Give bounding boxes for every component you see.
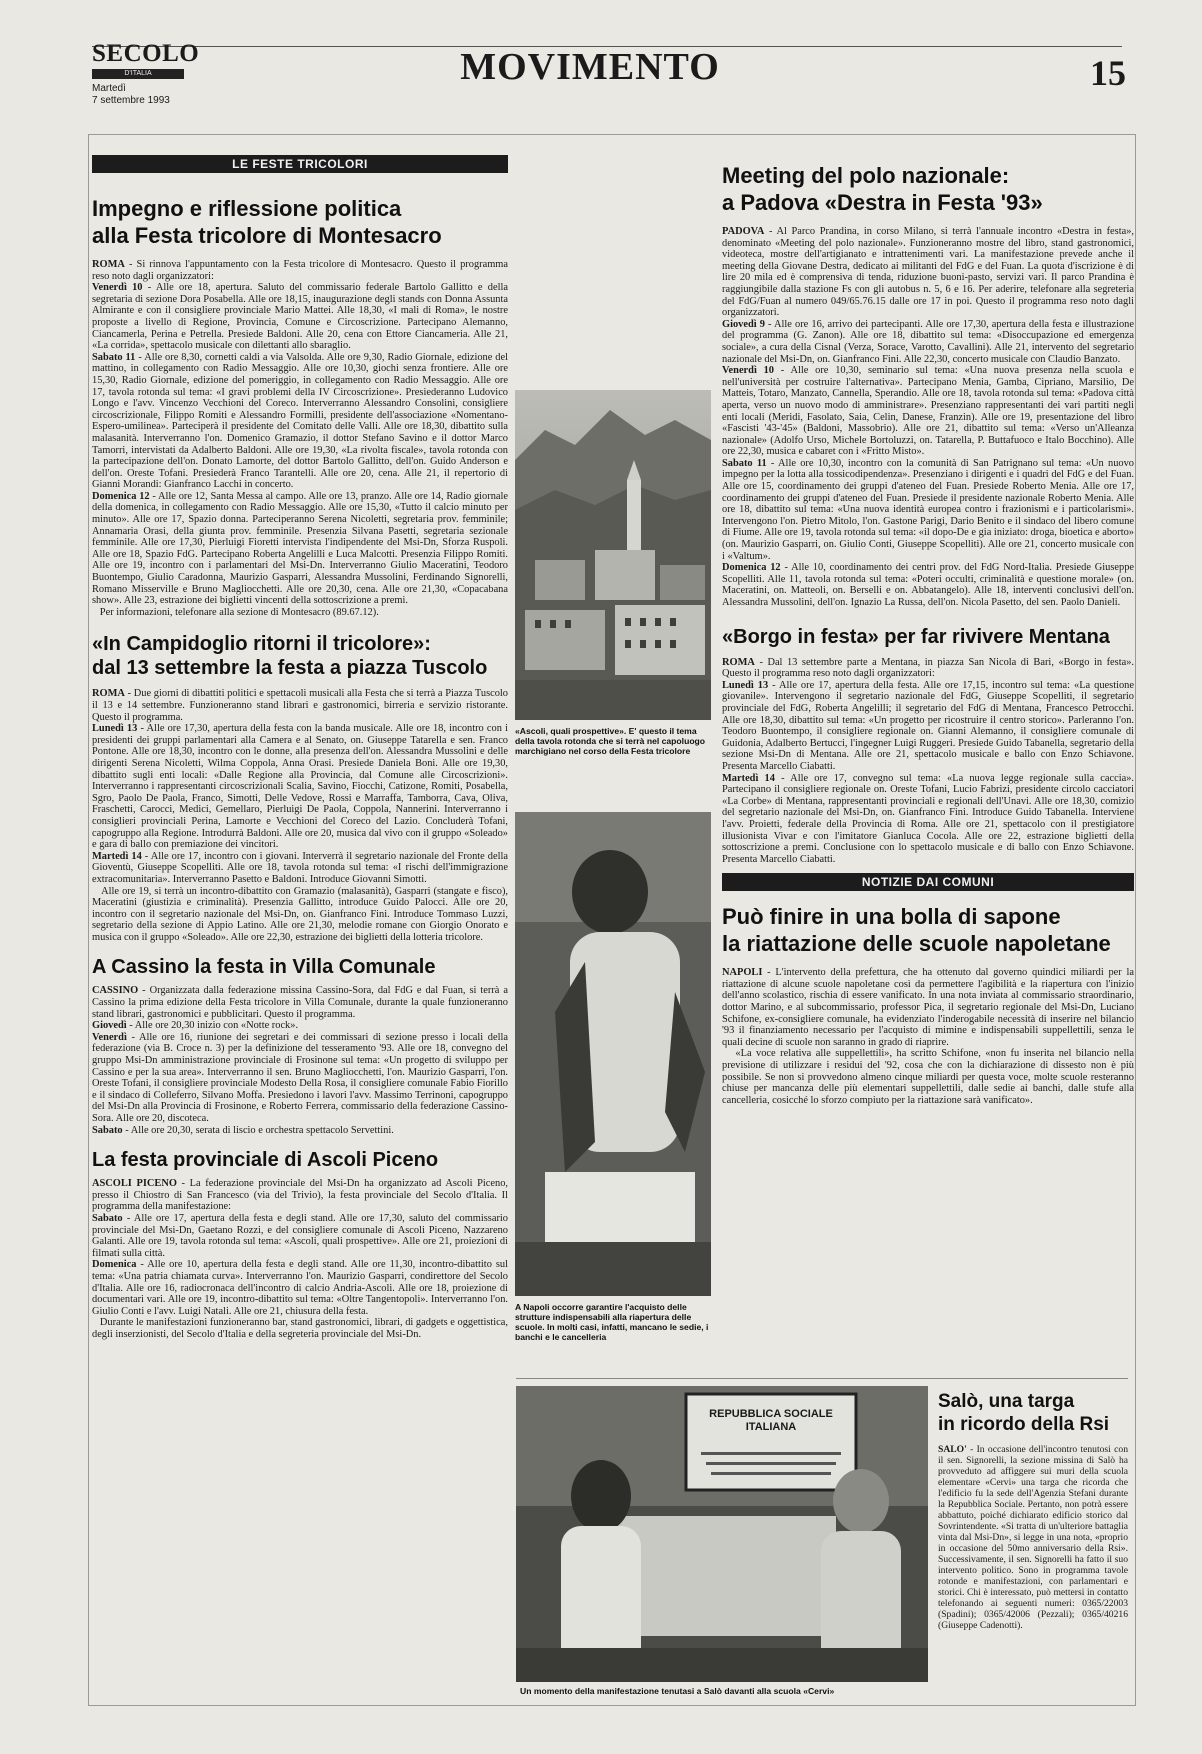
day-label: Sabato 11 [92, 351, 136, 363]
photo-ascoli-town [515, 390, 711, 720]
article-body [938, 1444, 1128, 1631]
paragraph: - L'intervento della prefettura, che ha ottenuto dal governo quindici miliardi per la riattazione di alcune scuole napoletane così da permettere l'agibilità e la riapertura con l'inizio dell'anno scolastico, rischia di essere vanificato. In una nota inviata al commissario straordinario, dottor Marino, e al subcommissario, professor Pica, il segretario regionale del Msi-Dn, Luciano Schifone, ex-consigliere comunale, ha evidenziato l'inderogabile necessità di inserire nel bilancio '93 il finanziamento necessario per l'acquisto di mimine e indispensabili suppellettili, senza le quali decine di scuole non saranno in grado di riaprire. [722, 967, 1134, 1048]
paragraph: - Alle ore 17, apertura della festa. Alle ore 17,15, incontro sul tema: «La questione giovanile». Intervengono il segretario nazionale del FdG, Giuseppe Scopelliti, il segretario provinciale del FdG, Roberta Angelilli; il segretario del FdG di Mentana, Francesco Petrocchi. Alle ore 18,30, dibattito sul tema: «Un progetto per ricostruire il centro storico». Parleranno l'on. Teodoro Buontempo, il consigliere regionale on. Gianni Alemanno, il consigliere comunale di Guidonia, Adalberto Bertucci, l'ingegner Luigi Ruggeri. Presiede Guido Tabanella, segretario della sezione Msi-Dn di Mentana. Alle ore 21, spettacolo musicale e ballo con Enzo Schiavone. Presenta Marcello Ciabatti. [722, 679, 1134, 772]
paragraph: - La federazione provinciale del Msi-Dn ha organizzato ad Ascoli Piceno, presso il Chiostro di San Francesco (via del Trivio), la festa provinciale del Secolo d'Italia. Il programma della manifestazione: [92, 1178, 508, 1213]
paragraph: - Alle ore 8,30, cornetti caldi a via Valsolda. Alle ore 9,30, Radio Giornale, edizione del mattino, in collegamento con Radio Messaggio. Alle ore 10,30, giochi senza frontiere. Alle ore 15,30, Radio Giornale, edizione del pomeriggio, in collegamento con Radio Messaggio. Alle ore 17, tavola rotonda sul tema: «I gravi problemi della IV Circoscrizione». Presiederanno Ludovico Longo e l'avv. Vincenzo Vecchioni del Coreco. Interverranno Alessandro Consolini, consigliere circoscrizionale, Filippo Romiti e Alessandro Formilli, presidente dell'associazione «Nomentano-Espero-umilinea». Parteciperà il presidente del Comitato delle Valli. Alle ore 18,30, dibattito sulla malasanità. Interverranno l'on. Domenico Gramazio, il dottor Stefano Savino e il dottor Marco Tamorri, intervistati da Adalberto Baldoni. Alle ore 19,30, «La rivolta fiscale», tavola rotonda con la partecipazione dell'on. Donato Lamorte, del dottor Bartolo Gallitto, dell'on. Guido Anderson e dell'on. Oreste Tofani. Presiederà Franco Tarantelli. Alle ore 20, cena. Alle 21, il repertorio di Gianni Morandi: Gianfranco Lacchi in concerto. [92, 351, 508, 491]
paragraph: - Si rinnova l'appuntamento con la Festa tricolore di Montesacro. Questo il programma reso noto dagli organizzatori: [92, 259, 508, 282]
article-tuscolo-title [92, 632, 508, 680]
paragraph: - Alle ore 16, arrivo dei partecipanti. Alle ore 17,30, apertura della festa e illustrazione del programma (G. Zanon). Alle ore 18, dibattito sul tema: «Disoccupazione ed emergenza sociale», a cura della Cisnal (Verza, Sorace, Varotto, Cavallini). Alle 21, intervento del segretario nazionale del Msi-Dn, on. Gianfranco Fini. Alle 22,30, concerto musicale con Claudio Banzato. [722, 318, 1134, 365]
paragraph: - Organizzata dalla federazione missina Cassino-Sora, dal FdG e dal Fuan, si terrà a Cassino la prima edizione della Festa tricolore in Villa Comunale, durante la quale funzioneranno stand librari, gastronomici e pubblicitari. Questo il programma. [92, 985, 508, 1020]
day-label: Venerdì 10 [92, 282, 143, 294]
article-tuscolo [92, 632, 508, 943]
weekday: Martedì [92, 83, 126, 94]
day-label: Giovedì [92, 1020, 127, 1032]
photo-napoli-school [515, 812, 711, 1296]
paragraph: - In occasione dell'incontro tenutosi con il sen. Signorelli, la sezione missina di Salò ha provveduto ad affiggere sui muri della scuola elementare «Cervi» una targa che ricorda che l'edificio fu la sede dell'Agenzia Stefani durante la Repubblica Sociale. Pertanto, non potrà essere abbattuto, poiché dichiarato edificio storico dal Sovrintendente. «Si tratta di un'ulteriore battaglia vinta dal Msi-Dn», si legge in una nota, «proprio in occasione del 50mo anniversario della Rsi». Successivamente, il sen. Signorelli ha fatto il suo intervento politico. Sono in programma tavole rotonde e manifestazioni, con parlamentari e storici. Chi è interessato, può mettersi in contatto telefonando ai seguenti numeri: 0365/22003 (Spadini); 0365/42006 (Pezzali); 0365/40216 (Giuseppe Cadenotti). [938, 1444, 1128, 1631]
article-montesacro [92, 195, 508, 618]
day-label: Venerdì [92, 1031, 127, 1043]
paragraph: - Alle ore 17,30, apertura della festa con la banda musicale. Alle ore 18, incontro con i presidenti dei gruppi parlamentari alla Camera e al Senato, on. Giuseppe Tatarella e sen. Franco Pontone. Alle ore 18,30, incontro con le donne, alla presenza dell'on. Alessandra Mussolini e delle dirigenti Serena Nicoletti, Wilma Coppola, Anna Orasi. Presiede Daniela Boni. Alle ore 19,30, dibattito sugli enti locali: «Dalle Regione alla Provincia, dal Comune alle Circoscrizioni». Interverranno i rappresentanti circoscrizionali Scalia, Savino, Fiocchi, Catizone, Romiti, Posabella, Sgro, Paolo De Paola, Franco, Simotti, Delle Vedove, Rossi e Marraffa, Tamborra, Cava, Oliva, Fraschetti, Carocci, Medici, Gemellaro, Pierluigi De Paola, Coppola, Nannerini. Interverranno i consiglieri provinciali Perina, Lamorte e Vecchioni del Coreco del Lazio. Concluderà Tofani, capogruppo alla Regione. Introdurrà Baldoni. Alle ore 20, musica dal vivo con il gruppo «Soleado» e gara di ballo con premiazione dei vincitori. [92, 723, 508, 851]
title-line: la riattazione delle scuole napoletane [722, 931, 1111, 957]
day-label: Venerdì 10 [722, 365, 775, 377]
title-line: a Padova «Destra in Festa '93» [722, 190, 1043, 215]
dateline [92, 83, 170, 107]
paragraph: - Alle ore 17, convegno sul tema: «La nuova legge regionale sulla caccia». Partecipano il consigliere regionale on. Oreste Tofani, Lucio Fabrizi, presidente circolo cacciatori «La Corbe» di Mentana, rappresentanti provinciali e regionali dell'Unavi. Alle ore 18,30, comizio del segretario nazionale del Msi-Dn, on. Gianfranco Fini. Introduce Guido Tabanella. Interviene l'avv. Proietti, federale della Provincia di Roma. Alle ore 21, spettacolo con il prestigiatore illusionista Vivar e con l'imitatore Gianluca Cocola. Alle ore 22, estrazione biglietti della sottoscrizione a premi. Conclusione con lo spettacolo musicale e di ballo con Enzo Schiavone. Presenta Marcello Ciabatti. [722, 772, 1134, 865]
article-montesacro-title [92, 195, 508, 249]
right-column [722, 162, 1134, 1106]
article-cassino-title: A Cassino la festa in Villa Comunale [92, 956, 436, 979]
article-body [92, 1178, 508, 1340]
paragraph: - Alle 10, coordinamento dei centri prov. del FdG Nord-Italia. Presiede Giuseppe Scopelliti. Alle 11, tavola rotonda sul tema: «Poteri occulti, criminalità e questione morale» (on. Maceratini, on. Matteoli, on. Berselli e on. Abbatangelo). Alle 18, interventi conclusivi dell'on. Alessandra Mussolini, dell'on. Ignazio La Russa, dell'on. Nicola Pasetto, del sen. Paolo Danieli. [722, 562, 1134, 608]
article-napoli-title [722, 903, 1134, 957]
article-padova-title [722, 162, 1134, 216]
day-label: Lunedì 13 [92, 723, 138, 735]
photo-caption-ascoli: «Ascoli, quali prospettive». E' questo il tema della tavola rotonda che si terrà nel capoluogo marchigiano nel corso della Festa tricolore [515, 726, 706, 756]
paragraph: Per informazioni, telefonare alla sezione di Montesacro (89.67.12). [99, 606, 379, 618]
title-line: Salò, una targa [938, 1391, 1075, 1412]
article-ascoli-title: La festa provinciale di Ascoli Piceno [92, 1149, 439, 1172]
article-mentana [722, 625, 1134, 866]
day-label: Sabato [92, 1212, 123, 1224]
photo-caption-salo: Un momento della manifestazione tenutasi a Salò davanti alla scuola «Cervi» [520, 1686, 835, 1696]
title-line: Impegno e riflessione politica [92, 196, 402, 221]
title-line: dal 13 settembre la festa a piazza Tuscolo [92, 657, 488, 680]
title-line: Meeting del polo nazionale: [722, 163, 1010, 188]
dateline-lead: NAPOLI [722, 967, 763, 979]
day-label: Domenica 12 [92, 490, 150, 502]
paragraph: - Alle ore 16, riunione dei segretari e dei commissari di sezione presso i locali della federazione (via B. Croce n. 3) per la definizione del tesseramento '93. Alle ore 18, convegno del gruppo Msi-Dn amministrazione provinciale di Frosinone sul tema: «Un progetto di sviluppo per Cassino e per la sua area». Interverranno il sen. Bruno Magliocchetti, l'on. Maurizio Gasparri, l'on. Oreste Tofani, il consigliere provinciale Modesto Della Rosa, il consigliere comunale Fabio Fiorillo e il sindaco di Colleferro, Silvano Moffa. Presiedono i lavori l'avv. Massimo Terrinoni, capogruppo del Msi-Dn alla Provincia di Frosinone, e Roberto Ferrera, commissario della federazione Cassino-Sora. Alle ore 20, discoteca. [92, 1031, 508, 1124]
day-label: Domenica 12 [722, 562, 781, 574]
article-padova [722, 162, 1134, 609]
article-body [722, 657, 1134, 866]
title-line: Può finire in una bolla di sapone [722, 904, 1061, 930]
day-label: Lunedì 13 [722, 679, 769, 691]
paragraph: Durante le manifestazioni funzioneranno bar, stand gastronomici, librari, di gadgets e oggettistica, degli inserzionisti, del Secolo d'Italia e della segreteria provinciale del Msi-Dn. [92, 1317, 508, 1340]
article-body [92, 259, 508, 618]
paragraph: - Alle ore 10,30, incontro con la comunità di San Patrignano sul tema: «Un nuovo impegno per la lotta alla tossicodipendenza». Presenziano i dirigenti e i quadri del FdG e del Fuan. Alle ore 15, coordinamento dei gruppi d'ateneo del Fuan. Presiede Roberto Menia. Alle ore 17, coordinamento dei gruppi d'ateneo del Fuan. Presiede il presidente nazionale Roberto Menia. Alle ore 18, dibattito sul tema: «Una nuova identità europea contro i frazionismi e i particolarismi». Intervengono l'on. Pietro Mitolo, l'on. Gastone Parigi, Dario Benito e il sindaco del libero comune di Fiume. Alle ore 19, tavola rotonda sul tema: «il dopo-De e gia iniziato: droga, bioetica e aborto» (on. Maurizio Gasparri, on. Giulio Conti, Giuseppe Scopelliti). Alle ore 21, concerto musicale con i «Valtum». [722, 457, 1134, 562]
page-number: 15 [1090, 53, 1126, 93]
paragraph: - Due giorni di dibattiti politici e spettacoli musicali alla Festa che si terrà a Piazza Tuscolo il 13 e 14 settembre. Funzioneranno stand librari e gastronomici, birreria e servizio ristorante. Questo il programma. [92, 688, 508, 723]
day-label: Domenica [92, 1259, 137, 1271]
paragraph: Alle ore 19, si terrà un incontro-dibattito con Gramazio (malasanità), Gasparri (stangate e fisco), Maceratini (giustizia e criminalità). Presenzia Gallitto, introduce Guido Palocci. Alle ore 20, incontro con il segretario nazionale del Msi-Dn, on. Gianfranco Fini. Introduce Tommaso Luzzi, segretario della sezione di Appio Latino. Alle ore 21,30, melodie romane con Giorgio Onorato e musica con il gruppo «Soleado». Alle ore 22,30, estrazione dei biglietti della lotteria tricolore. [92, 885, 508, 943]
paragraph: - Alle ore 17, apertura della festa e degli stand. Alle ore 17,30, saluto del commissario provinciale del Msi-Dn, Gaetano Rozzi, e del consigliere comunale di Ascoli Piceno, Nazzareno Galanti. Alle ore 19, tavola rotonda sul tema: «Ascoli, quali prospettive». Alle ore 21, proiezioni di filmati sulla città. [92, 1212, 508, 1259]
article-body [92, 688, 508, 943]
photo-salo-plaque [516, 1386, 928, 1682]
day-label: Sabato [92, 1124, 123, 1136]
dateline-lead: ROMA [92, 688, 125, 700]
article-body [722, 226, 1134, 609]
newspaper-logo-sub: D'ITALIA [92, 69, 184, 79]
left-column [92, 155, 508, 1341]
napoli-school-illustration [515, 812, 711, 1296]
paragraph: - Alle ore 10, apertura della festa e degli stand. Alle ore 11,30, incontro-dibattito sul tema: «Una patria chiamata curva». Interverranno l'on. Maurizio Gasparri, condirettore del Secolo d'Italia. Alle ore 16, radiocronaca dell'incontro di calcio Andria-Ascoli. Alle ore 18, proiezione di documentari vari. Alle ore 19, incontro-dibattito sul tema: «Oltre Tangentopoli». Interverranno l'on. Giulio Conti e l'avv. Luigi Natali. Alle ore 21, chiusura della festa. [92, 1259, 508, 1317]
article-salo [938, 1390, 1128, 1631]
title-line: alla Festa tricolore di Montesacro [92, 223, 442, 248]
paragraph: - Alle ore 20,30 inizio con «Notte rock». [126, 1020, 299, 1032]
dateline-lead: ASCOLI PICENO [92, 1178, 177, 1190]
paragraph: - Dal 13 settembre parte a Mentana, in piazza San Nicola di Bari, «Borgo in festa». Questo il programma reso noto dagli organizzatori: [722, 656, 1134, 680]
dateline-lead: ROMA [722, 656, 755, 668]
article-mentana-title: «Borgo in festa» per far rivivere Mentana [722, 625, 1110, 648]
dateline-lead: SALO' [938, 1444, 967, 1455]
day-label: Martedì 14 [722, 772, 775, 784]
paragraph: - Alle ore 17, incontro con i giovani. Interverrà il segretario nazionale del Fronte della Gioventù, Giuseppe Scopelliti. Alle ore 18, tavola rotonda sul tema: «I rischi dell'immigrazione extracomunitaria». Interverranno Pasetto e Baldoni. Introduce Giovanni Simotti. [92, 850, 509, 885]
plaque-text: REPUBBLICA SOCIALE ITALIANA [709, 1408, 833, 1433]
paragraph: - Alle ore 20,30, serata di liscio e orchestra spettacolo Servettini. [122, 1124, 394, 1136]
dateline-lead: PADOVA [722, 226, 765, 237]
date: 7 settembre 1993 [92, 95, 170, 106]
day-label: Martedì 14 [92, 850, 142, 862]
kicker-notizie-comuni: NOTIZIE DAI COMUNI [722, 873, 1134, 891]
article-cassino [92, 955, 508, 1136]
paragraph: «La voce relativa alle suppellettili», ha scritto Schifone, «non fu inserita nel bilancio nella previsione di utilizzare i residui del '92, cosa che con la dichiarazione di dissesto non è più possibile. Se non si provvedono almeno cinque miliardi per questa voce, molte scuole resteranno chiuse per mancanza delle più elementari suppellettili, dalle sedie ai banchi, dalle stufe alla cancelleria, cosicché lo sforzo compiuto per la riattazione sarà vanificato». [722, 1048, 1135, 1106]
paragraph: - Alle ore 18, apertura. Saluto del commissario federale Bartolo Gallitto e della segretaria di sezione Dora Posabella. Alle ore 18,15, inaugurazione degli stands con Donna Assunta Almirante e con il consigliere provinciale Mario Mattei. Alle 18,30, «I mali di Roma», le nostre proposte a livello di Regione, Provincia, Comune e Circoscrizione. Partecipano Alemanno, Ciancamerla, Perina e Petrella. Presiede Baldoni. Alle 20, cena con Ettore Ciancameria. Alle 21, «La corrida», spettacolo musicale con dilettanti allo sbaraglio. [92, 282, 508, 352]
kicker-feste-tricolori: LE FESTE TRICOLORI [92, 155, 508, 173]
article-body [722, 967, 1134, 1106]
newspaper-logo: SECOLO [92, 40, 200, 67]
title-line: in ricordo della Rsi [938, 1414, 1110, 1435]
dateline-lead: CASSINO [92, 985, 139, 997]
paragraph: - Alle ore 10,30, seminario sul tema: «Una nuova presenza nella scuola e nell'università per costruire l'alternativa». Partecipano Menia, Gamba, Cipriano, Marsilio, De Matteis, Totaro, Manzato, Cannella, Sperandio. Alle ore 18, tavola rotonda sul tema: «Padova città aperta, verso un nuovo modo di amministrare». Presenziano rappresentanti dei vari partiti negli enti locali (Meridi, Fasolato, Saia, Celin, Danese, Franzin). Alle ore 19, presentazione del libro «Fascisti '43-'45» (Baldoni, Massobrio). Alle ore 21, dibattito sul tema: «Verso un'Alleanza nazionale» (Adolfo Urso, Michele Bortoluzzi, on. Tatarella, P. Buttafuoco e Italo Bocchino). Alle ore 22,30, musica e cabaret con i «Fritto Misto». [722, 365, 1134, 458]
article-napoli [722, 903, 1134, 1106]
article-ascoli [92, 1148, 508, 1340]
day-label: Sabato 11 [722, 457, 767, 469]
section-title: MOVIMENTO [460, 46, 720, 88]
article-salo-title [938, 1390, 1128, 1436]
ascoli-town-illustration [515, 390, 711, 720]
paragraph: - Al Parco Prandina, in corso Milano, si terrà l'annuale incontro «Destra in festa», denominato «Meeting del polo nazionale». Funzioneranno mostre del libro, stand gastronomici, videoteca, mostre dell'artigianato e intrattenimenti vari. La manifestazione prevede anche il meeting della Giovane Destra, dedicato ai militanti del FdG e del Fuan. La quota d'iscrizione è di lire 20 mila ed è comprensiva di tenda, riduzione buoni-pasto, servizi vari. Il parco Prandina è raggiungibile dalla stazione Fs con gli autobus n. 5, 6 e 16. Per aderire, telefonare alla segreteria del FdG/Fuan al numero 049/65.76.15 dalle ore 17 in poi. Questo il programma reso noto dagli organizzatori. [722, 226, 1134, 319]
day-label: Giovedì 9 [722, 318, 765, 330]
photo-caption-napoli: A Napoli occorre garantire l'acquisto delle strutture indispensabili alla riapertura delle scuole. In molti casi, infatti, mancano le sedie, i banchi e le cancelleria [515, 1302, 709, 1342]
title-line: «In Campidoglio ritorni il tricolore»: [92, 633, 431, 656]
dateline-lead: ROMA [92, 259, 125, 270]
article-body [92, 985, 508, 1136]
paragraph: - Alle ore 12, Santa Messa al campo. Alle ore 13, pranzo. Alle ore 14, Radio giornale della domenica, in collegamento con Radio Messaggio. Alle ore 15,30, «Tutto il calcio minuto per minuto». Alle ore 17, Spazio donna. Parteciperanno Serena Nicoletti, segretaria prov. femminile; Annamaria Orasi, della giunta prov. femminile. Presenzia Silvana Pasetti, segretaria sezionale femminile. Alle ore 17,30, Pierluigi Fioretti intervista l'indipendente del Msi-Dn, Sforza Ruspoli. Alle ore 18, Spazio FdG. Partecipano Roberta Angelilli e Luca Malcotti. Presenzia Filippo Romiti. Alle ore 19, incontro con i parlamentari del Msi-Dn. Interverranno Giulio Maceratini, Teodoro Buontempo, Giulio Caradonna, Maurizio Gasparri, Alessandra Mussolini, Ferdinando Signorelli, Romano Misserville e Bruno Magliocchetti. Alle ore 20,30, cena. Alle ore 21,30, «Copacabana show». Alle 23, estrazione dei biglietti vincenti della sottoscrizione a premi. [92, 490, 508, 607]
divider [516, 1378, 1128, 1379]
